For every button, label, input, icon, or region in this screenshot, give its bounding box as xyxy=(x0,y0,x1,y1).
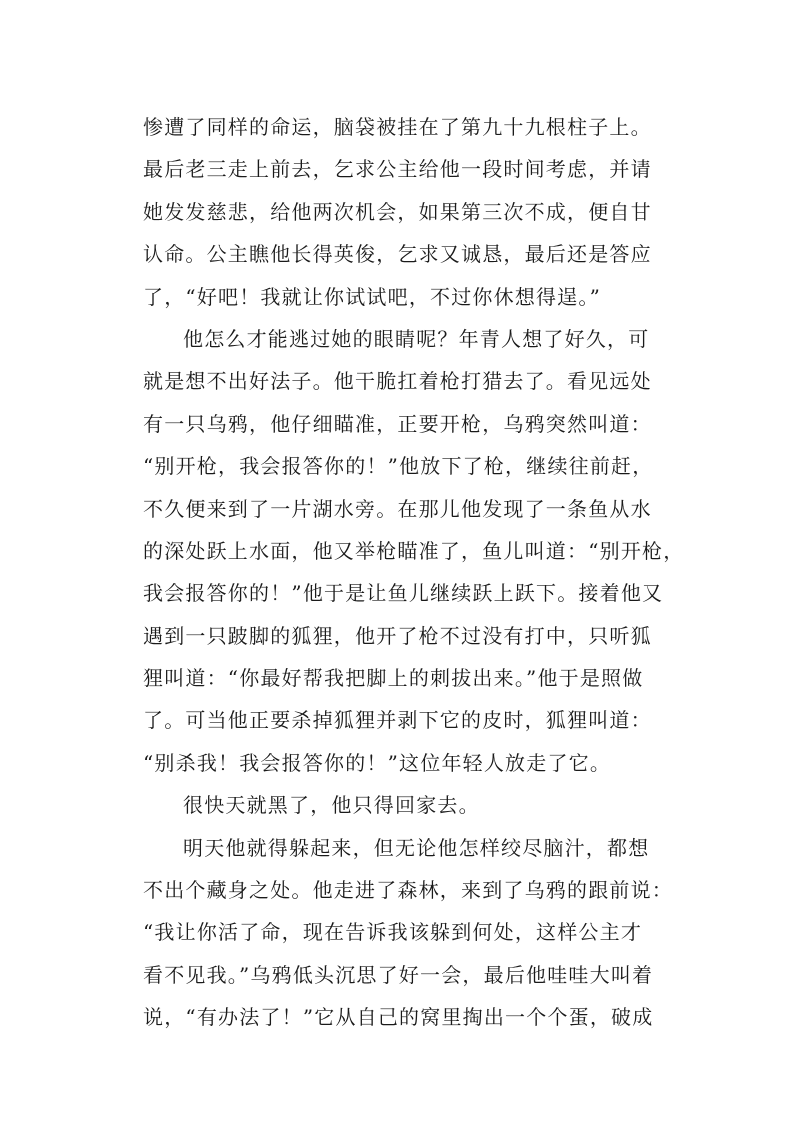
paragraph-first-line: 他怎么才能逃过她的眼睛呢？年青人想了好久，可 xyxy=(183,326,650,351)
text-line: 就是想不出好法子。他干脆扛着枪打猎去了。看见远处 xyxy=(143,369,652,394)
text-line: “别开枪，我会报答你的！”他放下了枪，继续往前赶， xyxy=(143,454,654,479)
text-line: 认命。公主瞧他长得英俊，乞求又诚恳，最后还是答应 xyxy=(143,242,652,267)
text-line: 了，“好吧！我就让你试试吧，不过你休想得逞。” xyxy=(143,284,602,309)
paragraph-first-line: 明天他就得躲起来，但无论他怎样绞尽脑汁，都想 xyxy=(183,835,650,860)
text-line: 她发发慈悲，给他两次机会，如果第三次不成，便自甘 xyxy=(143,199,652,224)
paragraph-first-line: 很快天就黑了，他只得回家去。 xyxy=(183,793,480,818)
text-line: 惨遭了同样的命运，脑袋被挂在了第九十九根柱子上。 xyxy=(143,115,652,139)
text-line: 了。可当他正要杀掉狐狸并剥下它的皮时，狐狸叫道： xyxy=(143,708,652,733)
text-line: 有一只乌鸦，他仔细瞄准，正要开枪，乌鸦突然叫道： xyxy=(143,411,652,436)
text-line: 不久便来到了一片湖水旁。在那儿他发现了一条鱼从水 xyxy=(143,496,652,521)
story-text-block xyxy=(143,110,683,1043)
text-line: 狸叫道：“你最好帮我把脚上的刺拔出来。”他于是照做 xyxy=(143,666,644,691)
text-line: 我会报答你的！”他于是让鱼儿继续跃上跃下。接着他又 xyxy=(143,581,664,606)
text-line: 遇到一只跛脚的狐狸，他开了枪不过没有打中，只听狐 xyxy=(143,623,652,648)
text-line: 不出个藏身之处。他走进了森林，来到了乌鸦的跟前说： xyxy=(143,878,673,903)
text-line: 最后老三走上前去，乞求公主给他一段时间考虑，并请 xyxy=(143,157,652,182)
text-line: 说，“有办法了！”它从自己的窝里掏出一个个蛋，破成 xyxy=(143,1005,654,1030)
text-line: 看不见我。”乌鸦低头沉思了好一会，最后他哇哇大叫着 xyxy=(143,962,654,987)
text-line: “我让你活了命，现在告诉我该躲到何处，这样公主才 xyxy=(143,920,643,945)
text-line: 的深处跃上水面，他又举枪瞄准了，鱼儿叫道：“别开枪， xyxy=(143,538,685,563)
text-line: “别杀我！我会报答你的！”这位年轻人放走了它。 xyxy=(143,750,612,775)
